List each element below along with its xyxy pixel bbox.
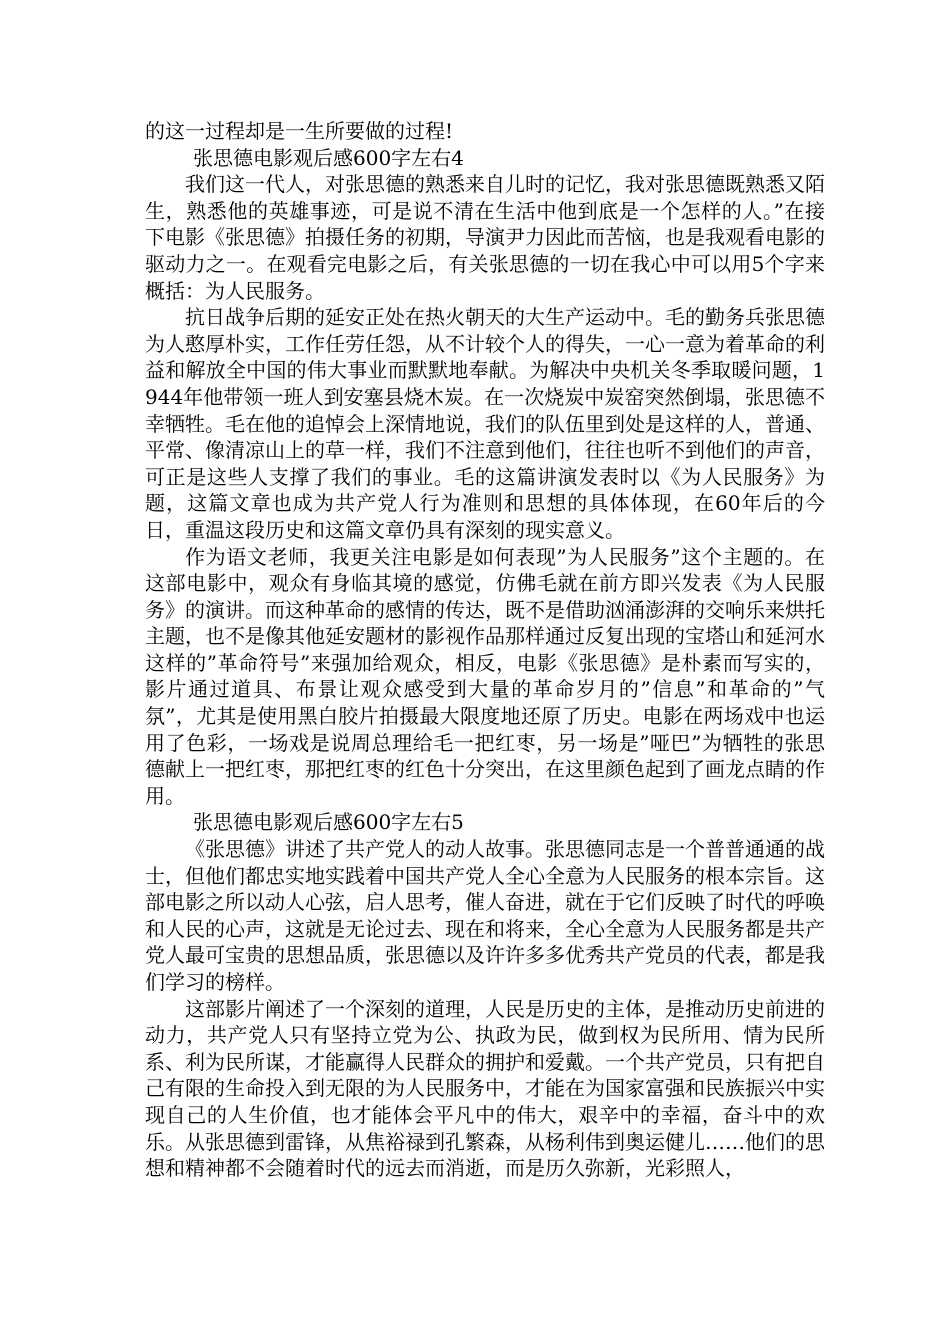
paragraph: 作为语文老师，我更关注电影是如何表现”为人民服务”这个主题的。在这部电影中，观众有身临其境的感觉，仿佛毛就在前方即兴发表《为人民服务》的演讲。而这种革命的感情的传达，既不是借助汹涌澎湃的交响乐来烘托主题，也不是像其他延安题材的影视作品那样通过反复出现的宝塔山和延河水这样的”革命符号”来强加给观众，相反，电影《张思德》是朴素而写实的，影片通过道具、布景让观众感受到大量的革命岁月的”信息”和革命的”气氛”，尤其是使用黑白胶片拍摄最大限度地还原了历史。电影在两场戏中也运用了色彩，一场戏是说周总理给毛一把红枣，另一场是”哑巴”为牺牲的张思德献上一把红枣，那把红枣的红色十分突出，在这里颜色起到了画龙点睛的作用。 bbox=[145, 544, 825, 808]
paragraph: 我们这一代人，对张思德的熟悉来自儿时的记忆，我对张思德既熟悉又陌生，熟悉他的英雄事迹，可是说不清在生活中他到底是一个怎样的人。”在接下电影《张思德》拍摄任务的初期，导演尹力因此而苦恼，也是我观看电影的驱动力之一。在观看完电影之后，有关张思德的一切在我心中可以用5个字来概括：为人民服务。 bbox=[145, 172, 825, 303]
paragraph: 《张思德》讲述了共产党人的动人故事。张思德同志是一个普普通通的战士，但他们都忠实地实践着中国共产党人全心全意为人民服务的根本宗旨。这部电影之所以动人心弦，启人思考，催人奋进，就在于它们反映了时代的呼唤和人民的心声，这就是无论过去、现在和将来，全心全意为人民服务都是共产党人最可宝贵的思想品质，张思德以及许许多多优秀共产党员的代表，都是我们学习的榜样。 bbox=[145, 837, 825, 994]
paragraph: 这部影片阐述了一个深刻的道理，人民是历史的主体，是推动历史前进的动力，共产党人只有坚持立党为公、执政为民，做到权为民所用、情为民所系、利为民所谋，才能赢得人民群众的拥护和爱戴。一个共产党员，只有把自己有限的生命投入到无限的为人民服务中，才能在为国家富强和民族振兴中实现自己的人生价值，也才能体会平凡中的伟大，艰辛中的幸福，奋斗中的欢乐。从张思德到雷锋，从焦裕禄到孔繁森，从杨利伟到奥运健儿……他们的思想和精神都不会随着时代的远去而消逝，而是历久弥新，光彩照人， bbox=[145, 996, 825, 1181]
paragraph: 抗日战争后期的延安正处在热火朝天的大生产运动中。毛的勤务兵张思德为人憨厚朴实，工作任劳任怨，从不计较个人的得失，一心一意为着革命的利益和解放全中国的伟大事业而默默地奉献。为解决中央机关冬季取暖问题，1944年他带领一班人到安塞县烧木炭。在一次烧炭中炭窑突然倒塌，张思德不幸牺牲。毛在他的追悼会上深情地说，我们的队伍里到处是这样的人，普通、平常、像清凉山上的草一样，我们不注意到他们，往往也听不到他们的声音，可正是这些人支撑了我们的事业。毛的这篇讲演发表时以《为人民服务》为题，这篇文章也成为共产党人行为准则和思想的具体体现，在60年后的今日，重温这段历史和这篇文章仍具有深刻的现实意义。 bbox=[145, 305, 825, 542]
section-heading-4: 张思德电影观后感600字左右4 bbox=[193, 145, 464, 170]
continuation-text: 的这一过程却是一生所要做的过程! bbox=[145, 119, 454, 143]
document-page bbox=[145, 118, 825, 1182]
section-heading-5: 张思德电影观后感600字左右5 bbox=[193, 810, 464, 835]
